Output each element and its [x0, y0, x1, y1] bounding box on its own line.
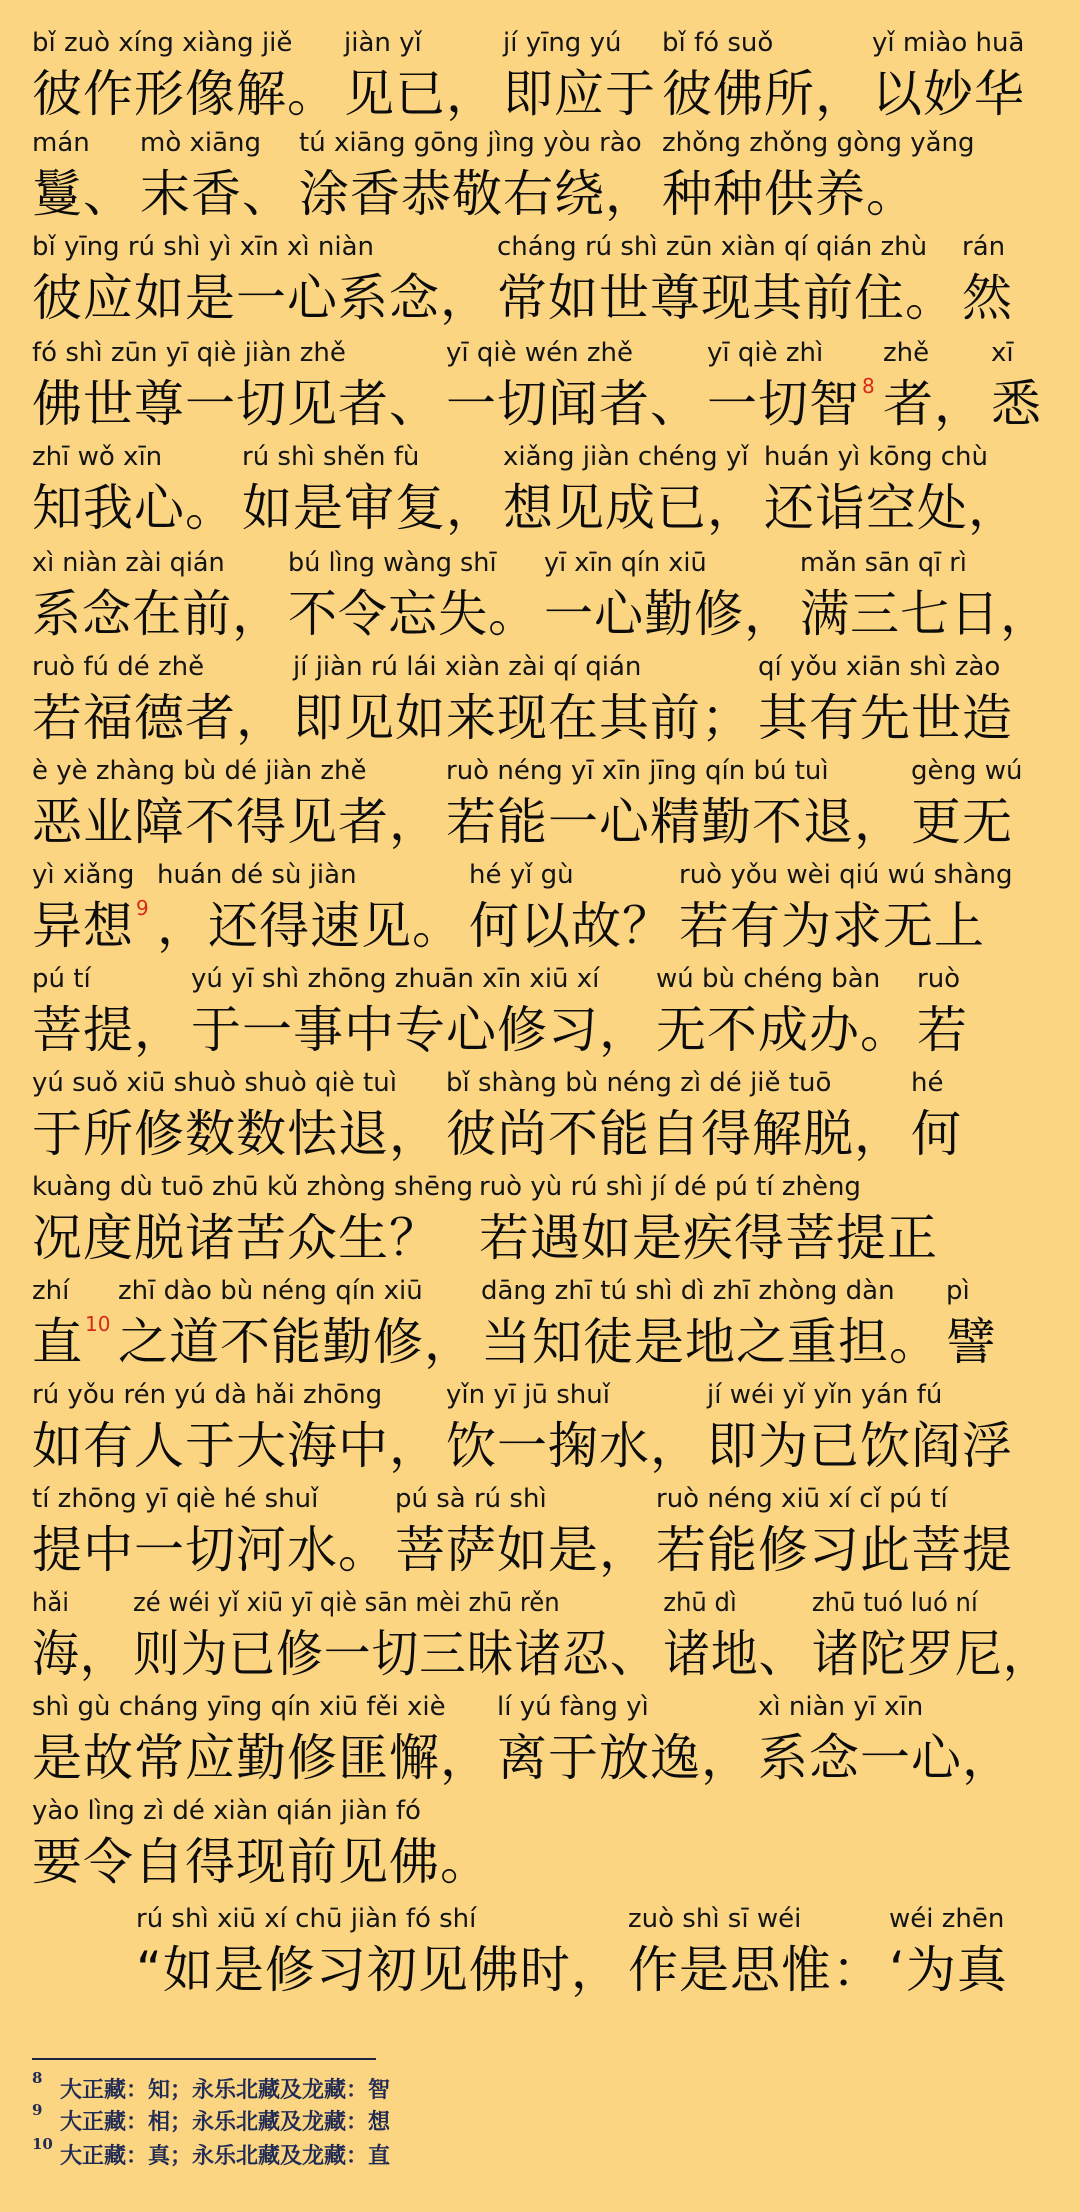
- annotated-phrase: [32, 338, 440, 442]
- annotated-phrase: [911, 756, 1023, 860]
- annotated-phrase: [946, 1276, 997, 1380]
- pinyin-annotation: kuàng dù tuō zhū kǔ zhòng shēng: [32, 1172, 473, 1202]
- annotated-phrase: [32, 860, 151, 964]
- pinyin-annotation: jí yīng yú: [503, 28, 622, 58]
- pinyin-annotation: mò xiāng: [140, 128, 262, 158]
- annotated-phrase: [872, 28, 1025, 132]
- pinyin-annotation: lí yú fàng yì: [497, 1692, 649, 1722]
- annotated-phrase: [118, 1276, 475, 1380]
- hanzi-text: 如是审复，: [242, 479, 497, 537]
- hanzi-text: 见已，: [344, 65, 497, 123]
- annotated-phrase: [395, 1484, 650, 1588]
- hanzi-text: 彼佛所，: [662, 65, 866, 123]
- pinyin-annotation: mán: [32, 128, 90, 158]
- pinyin-annotation: dāng zhī tú shì dì zhī zhòng dàn: [481, 1276, 895, 1306]
- hanzi-text: 即应于: [503, 65, 656, 123]
- hanzi-text: 其有先世造: [758, 689, 1013, 747]
- pinyin-annotation: mǎn sān qī rì: [800, 548, 967, 578]
- annotated-phrase: [544, 548, 794, 652]
- annotated-phrase: [32, 756, 440, 860]
- pinyin-annotation: yī xīn qín xiū: [544, 548, 707, 578]
- annotated-phrase: [446, 756, 905, 860]
- pinyin-annotation: xiǎng jiàn chéng yǐ: [503, 442, 749, 472]
- annotated-phrase: [32, 1380, 440, 1484]
- annotated-phrase: [707, 338, 877, 442]
- annotated-phrase: [800, 548, 1050, 652]
- pinyin-annotation: zhě: [883, 338, 930, 368]
- hanzi-text: 若能修习此菩提: [656, 1521, 1013, 1579]
- pinyin-annotation: bǐ zuò xíng xiàng jiě: [32, 28, 293, 58]
- annotated-phrase: [32, 1172, 473, 1276]
- pinyin-annotation: ruò: [917, 964, 961, 994]
- hanzi-text: 作是思惟：: [628, 1941, 883, 1999]
- hanzi-text: 末香、: [140, 165, 293, 223]
- text-line: [0, 28, 1080, 132]
- pinyin-annotation: jí jiàn rú lái xiàn zài qí qián: [293, 652, 642, 682]
- annotated-phrase: [628, 1904, 883, 2008]
- hanzi-text: 则为已修一切三昧诸忍、: [132, 1625, 658, 1683]
- hanzi-text: 之道不能勤修，: [118, 1313, 475, 1371]
- hanzi-text: 涂香恭敬右绕，: [299, 165, 656, 223]
- footnote: [32, 2136, 932, 2170]
- footnote-number: 10: [32, 2135, 53, 2153]
- pinyin-annotation: jí wéi yǐ yǐn yán fú: [707, 1380, 943, 1410]
- annotated-phrase: [497, 232, 956, 336]
- footnote-marker[interactable]: 9: [136, 896, 149, 920]
- annotated-phrase: [707, 1380, 1013, 1484]
- hanzi-text: 以妙华: [872, 65, 1025, 123]
- annotated-phrase: [758, 1692, 1013, 1796]
- pinyin-annotation: yì xiǎng: [32, 860, 135, 890]
- pinyin-annotation: yǐ miào huā: [872, 28, 1025, 58]
- text-line: [0, 1276, 1080, 1380]
- pinyin-annotation: rú yǒu rén yú dà hǎi zhōng: [32, 1380, 383, 1410]
- hanzi-text: 更无: [911, 793, 1013, 851]
- hanzi-text: 恶业障不得见者，: [32, 793, 440, 851]
- hanzi-text: 菩萨如是，: [395, 1521, 650, 1579]
- footnote: [32, 2070, 932, 2104]
- hanzi-text: 若遇如是疾得菩提正: [479, 1209, 938, 1267]
- hanzi-text: 无不成办。: [656, 1001, 911, 1059]
- annotated-phrase: [917, 964, 968, 1068]
- hanzi-text: 常如世尊现其前住。: [497, 269, 956, 327]
- hanzi-text: 即见如来现在其前；: [293, 689, 752, 747]
- text-line: [0, 338, 1080, 442]
- annotated-phrase: [32, 1276, 112, 1380]
- pinyin-annotation: yú suǒ xiū shuò shuò qiè tuì: [32, 1068, 397, 1098]
- hanzi-text: 饮一掬水，: [446, 1417, 701, 1475]
- pinyin-annotation: wéi zhēn: [889, 1904, 1005, 1934]
- footnote-text: 大正藏：真；永乐北藏及龙藏：直: [60, 2143, 391, 2169]
- hanzi-text: 彼应如是一心系念，: [32, 269, 491, 327]
- pinyin-annotation: xì niàn yī xīn: [758, 1692, 924, 1722]
- annotated-phrase: [157, 860, 463, 964]
- pinyin-annotation: rán: [962, 232, 1006, 262]
- hanzi-text: 若有为求无上: [679, 897, 985, 955]
- hanzi-text: 于所修数数怯退，: [32, 1105, 440, 1163]
- hanzi-text: 菩提，: [32, 1001, 185, 1059]
- annotated-phrase: [288, 548, 538, 652]
- pinyin-annotation: ruò fú dé zhě: [32, 652, 205, 682]
- pinyin-annotation: rú shì xiū xí chū jiàn fó shí: [136, 1904, 477, 1934]
- pinyin-annotation: tú xiāng gōng jìng yòu rào: [299, 128, 642, 158]
- annotated-phrase: [662, 128, 975, 232]
- annotated-phrase: [32, 1068, 440, 1172]
- hanzi-text: 鬘、: [32, 165, 134, 223]
- footnote-number: 8: [32, 2069, 43, 2087]
- text-line: [0, 1692, 1080, 1796]
- hanzi-text: 是故常应勤修匪懈，: [32, 1729, 491, 1787]
- pinyin-annotation: tí zhōng yī qiè hé shuǐ: [32, 1484, 319, 1514]
- hanzi-text: 知我心。: [32, 479, 236, 537]
- annotated-phrase: [344, 28, 497, 132]
- annotated-phrase: [446, 1068, 905, 1172]
- pinyin-annotation: ruò yǒu wèi qiú wú shàng: [679, 860, 1013, 890]
- pinyin-annotation: zuò shì sī wéi: [628, 1904, 802, 1934]
- annotated-phrase: [32, 128, 134, 232]
- annotated-phrase: [299, 128, 656, 232]
- hanzi-text: 离于放逸，: [497, 1729, 752, 1787]
- pinyin-annotation: ruò néng yī xīn jīng qín bú tuì: [446, 756, 829, 786]
- pinyin-annotation: ruò néng xiū xí cǐ pú tí: [656, 1484, 948, 1514]
- hanzi-text: 佛世尊一切见者、: [32, 375, 440, 433]
- annotated-phrase: [32, 28, 338, 132]
- annotated-phrase: [663, 1588, 806, 1692]
- hanzi-text: 若: [917, 1001, 968, 1059]
- annotated-phrase: [32, 1588, 127, 1692]
- text-line: [0, 232, 1080, 336]
- pinyin-annotation: gèng wú: [911, 756, 1023, 786]
- hanzi-text: 譬: [946, 1313, 997, 1371]
- pinyin-annotation: yú yī shì zhōng zhuān xīn xiū xí: [191, 964, 600, 994]
- annotated-phrase: [32, 1692, 491, 1796]
- pinyin-annotation: cháng rú shì zūn xiàn qí qián zhù: [497, 232, 928, 262]
- pinyin-annotation: wú bù chéng bàn: [656, 964, 881, 994]
- pinyin-annotation: ruò yù rú shì jí dé pú tí zhèng: [479, 1172, 861, 1202]
- pinyin-annotation: bú lìng wàng shī: [288, 548, 497, 578]
- pinyin-annotation: zhū tuó luó ní: [811, 1588, 978, 1618]
- pinyin-annotation: huán dé sù jiàn: [157, 860, 357, 890]
- pinyin-annotation: pú sà rú shì: [395, 1484, 547, 1514]
- hanzi-text: 即为已饮阎浮: [707, 1417, 1013, 1475]
- pinyin-annotation: hǎi: [32, 1588, 70, 1618]
- footnote-text: 大正藏：相；永乐北藏及龙藏：想: [60, 2109, 391, 2135]
- pinyin-annotation: yǐn yī jū shuǐ: [446, 1380, 610, 1410]
- hanzi-text: 不令忘失。: [288, 585, 539, 643]
- pinyin-annotation: shì gù cháng yīng qín xiū fěi xiè: [32, 1692, 446, 1722]
- pinyin-annotation: yī qiè wén zhě: [446, 338, 633, 368]
- pinyin-annotation: qí yǒu xiān shì zào: [758, 652, 1001, 682]
- annotated-phrase: [32, 652, 287, 756]
- hanzi-text: 于一事中专心修习，: [191, 1001, 650, 1059]
- annotated-phrase: [446, 1380, 701, 1484]
- pinyin-annotation: xī: [991, 338, 1014, 368]
- hanzi-text: 还诣空处，: [764, 479, 1019, 537]
- text-line: [0, 1380, 1080, 1484]
- annotated-phrase: [191, 964, 650, 1068]
- hanzi-text: 况度脱诸苦众生？: [32, 1209, 440, 1267]
- annotated-phrase: [32, 1796, 491, 1900]
- hanzi-text: 直: [32, 1313, 83, 1371]
- text-line: [0, 1904, 1080, 2008]
- pinyin-annotation: xì niàn zài qián: [32, 548, 225, 578]
- pinyin-annotation: huán yì kōng chù: [764, 442, 988, 472]
- annotated-phrase: [136, 1904, 622, 2008]
- annotated-phrase: [32, 1484, 389, 1588]
- hanzi-text: 诸地、: [663, 1625, 807, 1683]
- footnote-divider: [32, 2058, 376, 2060]
- pinyin-annotation: pì: [946, 1276, 970, 1306]
- pinyin-annotation: jiàn yǐ: [344, 28, 422, 58]
- annotated-phrase: [503, 28, 656, 132]
- footnote: [32, 2102, 932, 2136]
- text-line: [0, 860, 1080, 964]
- annotated-phrase: [479, 1172, 938, 1276]
- annotated-phrase: [662, 28, 866, 132]
- annotated-phrase: [883, 338, 985, 442]
- pinyin-annotation: zhǒng zhǒng gòng yǎng: [662, 128, 975, 158]
- pinyin-annotation: bǐ shàng bù néng zì dé jiě tuō: [446, 1068, 832, 1098]
- annotated-phrase: [242, 442, 497, 546]
- pinyin-annotation: zhū dì: [663, 1588, 737, 1618]
- hanzi-text: 然: [962, 269, 1013, 327]
- text-line: [0, 1796, 1080, 1900]
- hanzi-text: 者，: [883, 375, 985, 433]
- hanzi-text: ‘为真: [889, 1941, 1008, 1999]
- text-line: [0, 756, 1080, 860]
- annotated-phrase: [758, 652, 1013, 756]
- hanzi-text: 诸陀罗尼，: [811, 1625, 1051, 1683]
- text-line: [0, 1172, 1080, 1276]
- annotated-phrase: [679, 860, 1013, 964]
- hanzi-text: 系念一心，: [758, 1729, 1013, 1787]
- hanzi-text: ，还得速见。: [157, 897, 463, 955]
- text-line: [0, 652, 1080, 756]
- pinyin-annotation: è yè zhàng bù dé jiàn zhě: [32, 756, 367, 786]
- pinyin-annotation: pú tí: [32, 964, 91, 994]
- hanzi-text: 异想: [32, 897, 134, 955]
- annotated-phrase: [32, 232, 491, 336]
- footnote-number: 9: [32, 2101, 43, 2119]
- hanzi-text: 海，: [32, 1625, 128, 1683]
- text-line: [0, 964, 1080, 1068]
- hanzi-text: 系念在前，: [32, 585, 283, 643]
- annotated-phrase: [133, 1588, 658, 1692]
- annotated-phrase: [812, 1588, 1050, 1692]
- hanzi-text: 何以故？: [469, 897, 673, 955]
- annotated-phrase: [991, 338, 1042, 442]
- annotated-phrase: [962, 232, 1013, 336]
- hanzi-text: 当知徒是地之重担。: [481, 1313, 940, 1371]
- annotated-phrase: [32, 964, 185, 1068]
- annotated-phrase: [764, 442, 1019, 546]
- hanzi-text: 种种供养。: [662, 165, 917, 223]
- pinyin-annotation: yī qiè zhì: [707, 338, 824, 368]
- annotated-phrase: [293, 652, 752, 756]
- hanzi-text: 要令自得现前见佛。: [32, 1833, 491, 1891]
- annotated-phrase: [656, 1484, 1013, 1588]
- hanzi-text: “如是修习初见佛时，: [136, 1941, 622, 1999]
- annotated-phrase: [446, 338, 701, 442]
- pinyin-annotation: hé yǐ gù: [469, 860, 574, 890]
- pinyin-annotation: rú shì shěn fù: [242, 442, 420, 472]
- text-line: [0, 442, 1080, 546]
- annotated-phrase: [889, 1904, 1008, 2008]
- hanzi-text: 满三七日，: [800, 585, 1051, 643]
- annotated-phrase: [32, 548, 282, 652]
- text-line: [1, 548, 1060, 652]
- pinyin-annotation: zé wéi yǐ xiū yī qiè sān mèi zhū rěn: [132, 1588, 560, 1618]
- hanzi-text: 想见成已，: [503, 479, 758, 537]
- annotated-phrase: [503, 442, 758, 546]
- annotated-phrase: [911, 1068, 962, 1172]
- hanzi-text: 一切智: [707, 375, 860, 433]
- text-line: [0, 1484, 1080, 1588]
- hanzi-text: 悉: [991, 375, 1042, 433]
- hanzi-text: 若福德者，: [32, 689, 287, 747]
- pinyin-annotation: hé: [911, 1068, 944, 1098]
- text-line: [0, 128, 1080, 232]
- pinyin-annotation: zhī wǒ xīn: [32, 442, 163, 472]
- text-line: [0, 1068, 1080, 1172]
- annotated-phrase: [656, 964, 911, 1068]
- pinyin-annotation: fó shì zūn yī qiè jiàn zhě: [32, 338, 346, 368]
- annotated-phrase: [140, 128, 293, 232]
- hanzi-text: 何: [911, 1105, 962, 1163]
- hanzi-text: 若能一心精勤不退，: [446, 793, 905, 851]
- hanzi-text: 一切闻者、: [446, 375, 701, 433]
- footnote-marker[interactable]: 8: [862, 374, 875, 398]
- annotated-phrase: [481, 1276, 940, 1380]
- annotated-phrase: [469, 860, 673, 964]
- pinyin-annotation: bǐ yīng rú shì yì xīn xì niàn: [32, 232, 375, 262]
- hanzi-text: 如有人于大海中，: [32, 1417, 440, 1475]
- hanzi-text: 彼尚不能自得解脱，: [446, 1105, 905, 1163]
- pinyin-annotation: bǐ fó suǒ: [662, 28, 774, 58]
- pinyin-annotation: yào lìng zì dé xiàn qián jiàn fó: [32, 1796, 421, 1826]
- text-line: [2, 1588, 1051, 1692]
- annotated-phrase: [497, 1692, 752, 1796]
- pinyin-annotation: zhī dào bù néng qín xiū: [118, 1276, 423, 1306]
- pinyin-annotation: zhí: [32, 1276, 70, 1306]
- hanzi-text: 一心勤修，: [544, 585, 795, 643]
- annotated-phrase: [32, 442, 236, 546]
- footnote-text: 大正藏：知；永乐北藏及龙藏：智: [60, 2077, 391, 2103]
- footnote-marker[interactable]: 10: [85, 1312, 111, 1336]
- hanzi-text: 彼作形像解。: [32, 65, 338, 123]
- hanzi-text: 提中一切河水。: [32, 1521, 389, 1579]
